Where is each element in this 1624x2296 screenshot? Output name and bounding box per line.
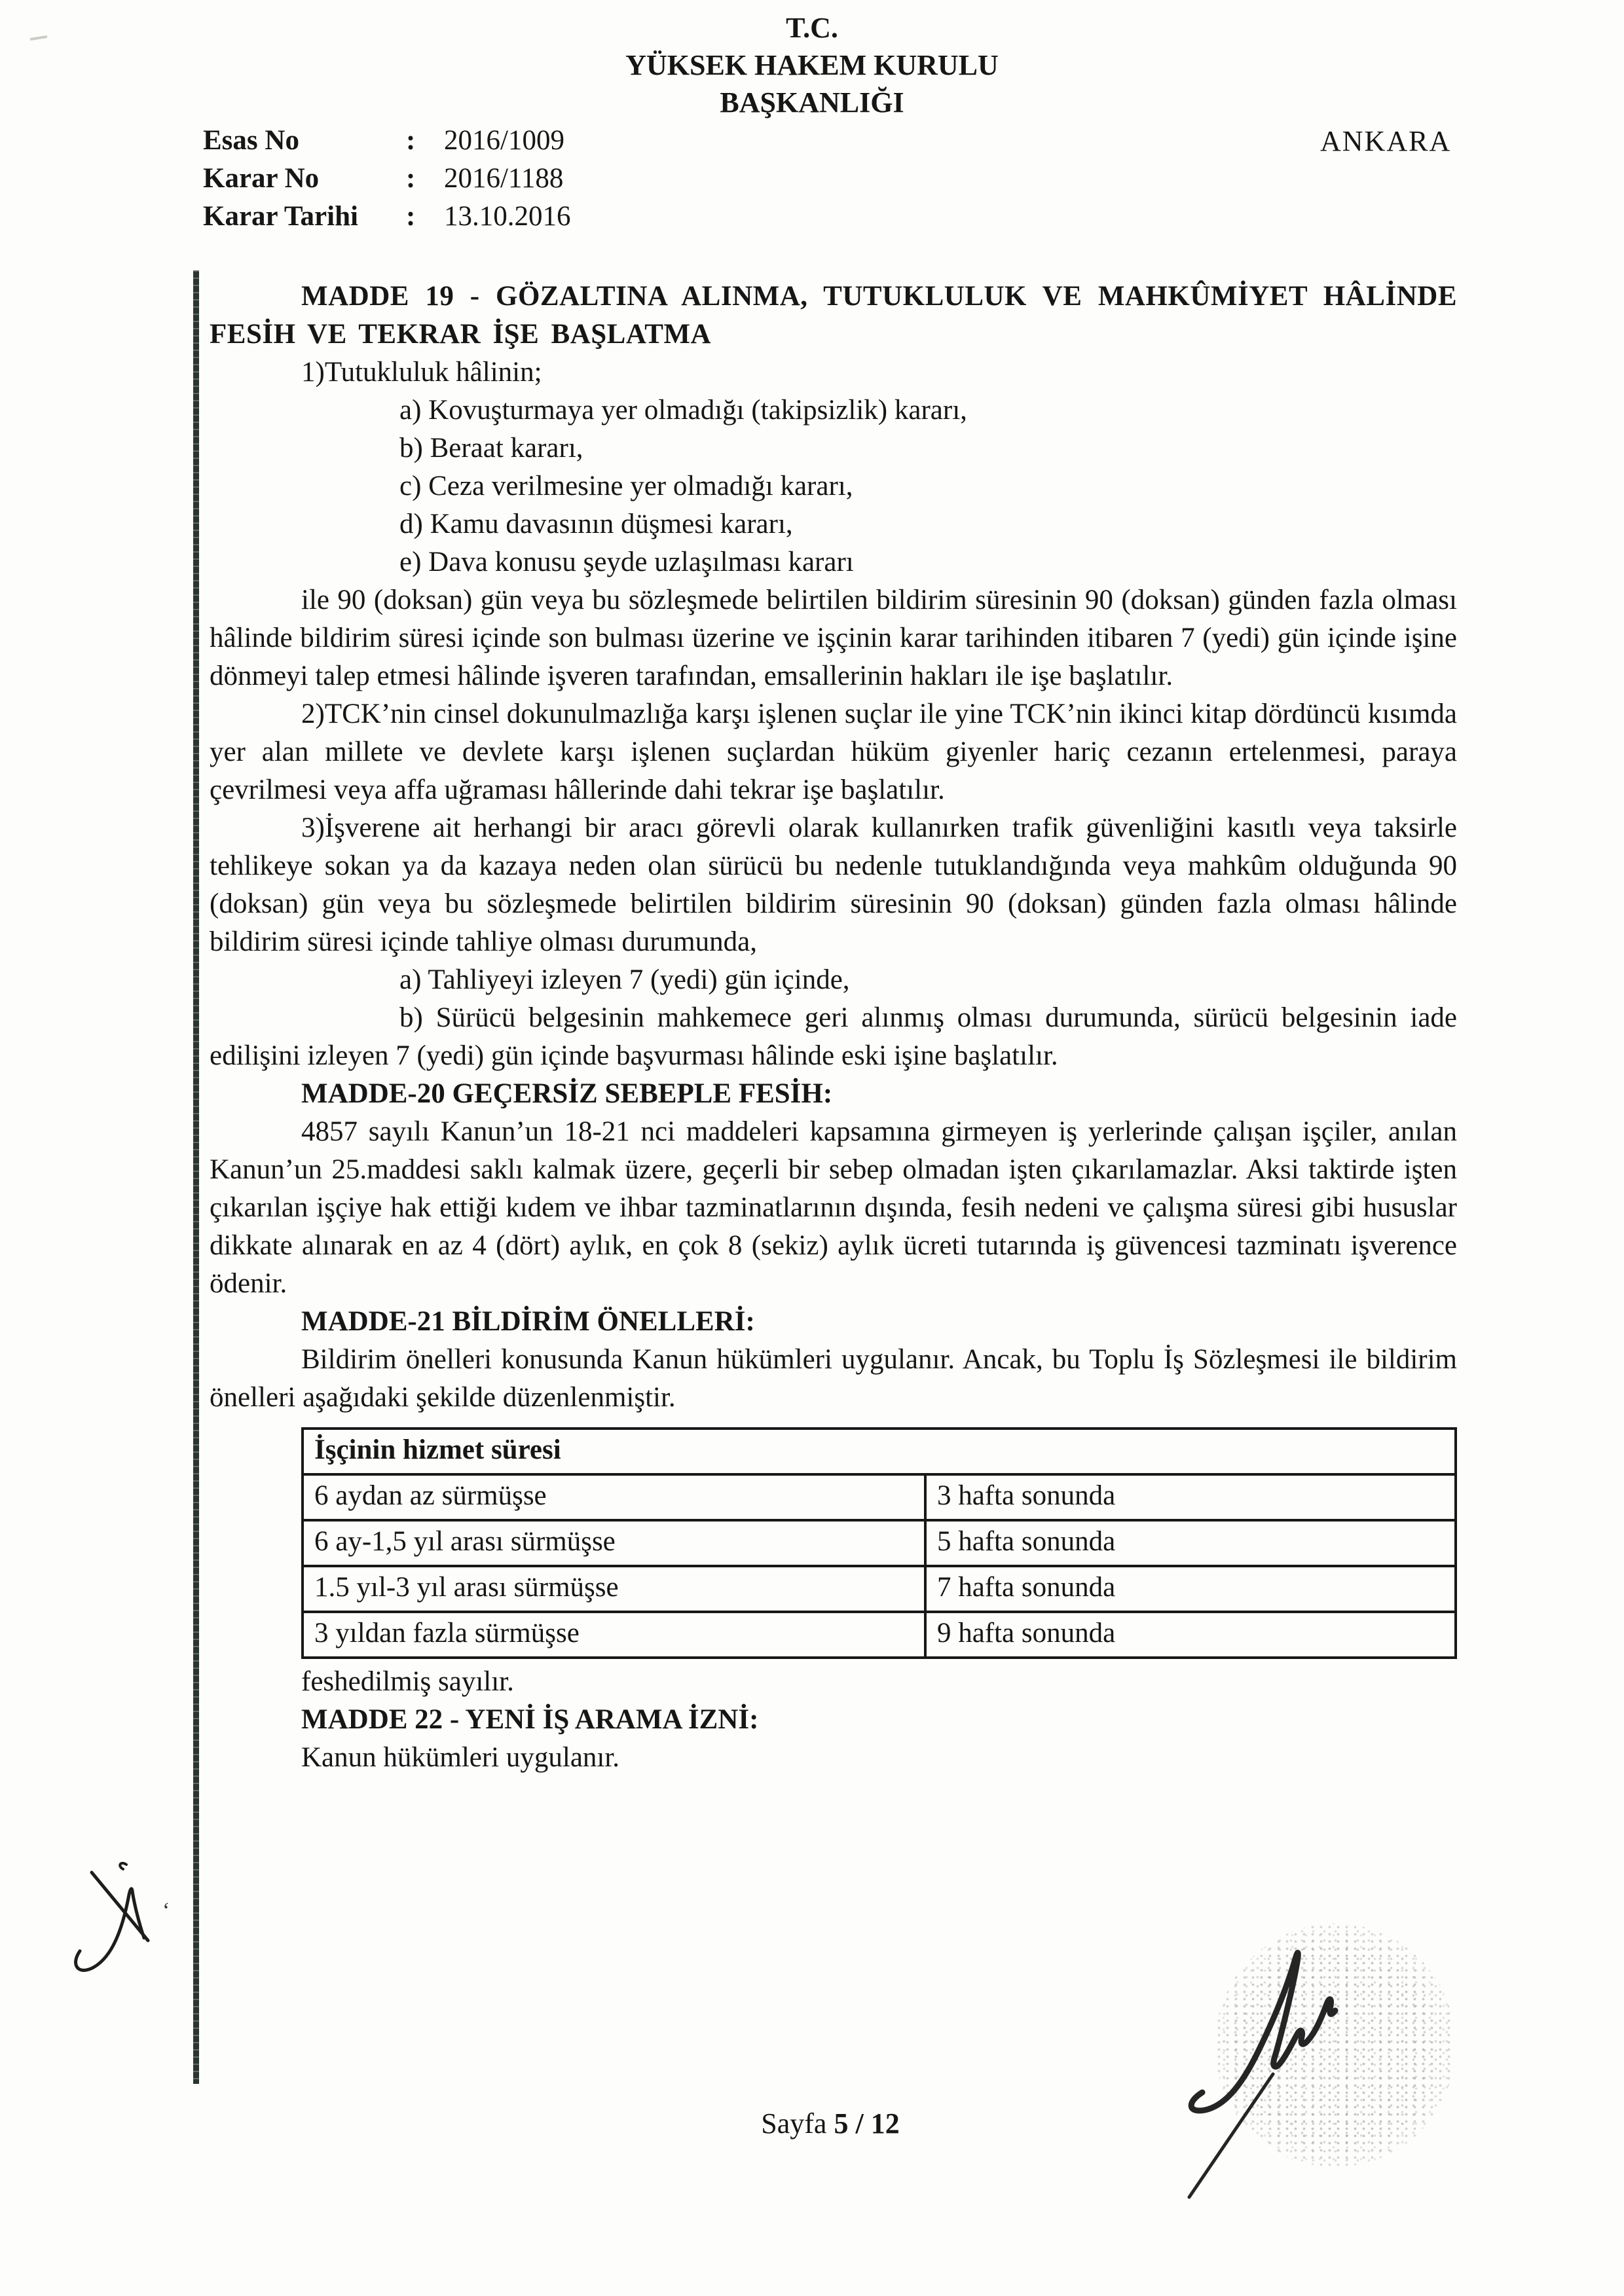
colon: : bbox=[406, 201, 416, 232]
decision-number-row bbox=[203, 160, 571, 198]
letterhead-dept: BAŞKANLIĞI bbox=[720, 86, 904, 118]
notice-period-cell: 7 hafta sonunda bbox=[925, 1566, 1456, 1612]
decision-number-value: 2016/1188 bbox=[444, 163, 564, 194]
letterhead-org: YÜKSEK HAKEM KURULU bbox=[625, 49, 999, 81]
article19-item-b: b) Beraat kararı, bbox=[399, 433, 583, 464]
letterhead-country: T.C. bbox=[786, 12, 838, 44]
article19-sub-item-b: b) Sürücü belgesinin mahkemece geri alınmış olması durumunda, sürücü belgesinin iade edilişini izleyen 7 (yedi) gün içinde başvurması hâlinde eski işine başlatılır. bbox=[210, 1002, 1457, 1071]
service-duration-cell: 6 ay-1,5 yıl arası sürmüşse bbox=[303, 1520, 925, 1566]
article19-paragraph-1: ile 90 (doksan) gün veya bu sözleşmede belirtilen bildirim süresinin 90 (doksan) günden fazla olması hâlinde bildirim süresi içinde son bulması üzerine ve işçinin karar tarihinden itibaren 7 (yedi) gün içinde işine dönmeyi talep etmesi hâlinde işveren tarafından, emsallerinin hakları ile işe başlatılır. bbox=[210, 585, 1457, 691]
page-number: 5 / 12 bbox=[834, 2107, 900, 2140]
article19-item-c: c) Ceza verilmesine yer olmadığı kararı, bbox=[399, 471, 853, 501]
table-header-row bbox=[303, 1429, 1456, 1474]
case-number-value: 2016/1009 bbox=[444, 125, 564, 156]
colon: : bbox=[406, 163, 416, 194]
decision-date-label: Karar Tarihi bbox=[203, 201, 358, 232]
scan-artifact-tick: ‘ bbox=[162, 1899, 170, 1923]
letterhead bbox=[0, 9, 1624, 121]
article19-item-a: a) Kovuşturmaya yer olmadığı (takipsizlik) kararı, bbox=[399, 395, 967, 426]
case-number-row bbox=[203, 122, 571, 160]
notice-period-cell: 9 hafta sonunda bbox=[925, 1612, 1456, 1658]
article19-paragraph-3: 3)İşverene ait herhangi bir aracı görevli olarak kullanırken trafik güvenliğini kasıtlı veya taksirle tehlikeye sokan ya da kazaya neden olan sürücü bu nedenle tutuklandığında veya mahkûm olduğunda 90 (doksan) gün veya bu sözleşmede belirtilen bildirim süresinin 90 (doksan) günden fazla olması hâlinde bildirim süresi içinde tahliye olması durumunda, bbox=[210, 812, 1457, 957]
case-number-label: Esas No bbox=[203, 125, 299, 156]
decision-date-value: 13.10.2016 bbox=[444, 201, 571, 232]
article19-title: MADDE 19 - GÖZALTINA ALINMA, TUTUKLULUK VE MAHKÛMİYET HÂLİNDE FESİH VE TEKRAR İŞE BAŞLATMA bbox=[210, 281, 1457, 350]
service-duration-cell: 3 yıldan fazla sürmüşse bbox=[303, 1612, 925, 1658]
service-duration-cell: 1.5 yıl-3 yıl arası sürmüşse bbox=[303, 1566, 925, 1612]
article21-after-table: feshedilmiş sayılır. bbox=[301, 1666, 514, 1697]
article19-intro: 1)Tutukluluk hâlinin; bbox=[301, 357, 542, 388]
notice-period-cell: 3 hafta sonunda bbox=[925, 1474, 1456, 1520]
page-label: Sayfa bbox=[761, 2107, 827, 2140]
article21-body: Bildirim önelleri konusunda Kanun hükümleri uygulanır. Ancak, bu Toplu İş Sözleşmesi ile bildirim önelleri aşağıdaki şekilde düzenlenmiştir. bbox=[210, 1344, 1457, 1413]
table-row bbox=[303, 1520, 1456, 1566]
article22-body: Kanun hükümleri uygulanır. bbox=[301, 1742, 620, 1773]
document-body bbox=[210, 278, 1457, 1777]
service-duration-cell: 6 aydan az sürmüşse bbox=[303, 1474, 925, 1520]
table-row bbox=[303, 1474, 1456, 1520]
article22-title: MADDE 22 - YENİ İŞ ARAMA İZNİ: bbox=[301, 1704, 759, 1735]
article19-sub-item-a: a) Tahliyeyi izleyen 7 (yedi) gün içinde, bbox=[399, 964, 850, 995]
article21-title: MADDE-21 BİLDİRİM ÖNELLERİ: bbox=[301, 1306, 755, 1337]
notice-period-table bbox=[301, 1427, 1457, 1659]
table-header-cell: İşçinin hizmet süresi bbox=[303, 1429, 1456, 1474]
case-meta-block bbox=[203, 122, 571, 236]
signature bbox=[1173, 1917, 1462, 2218]
article19-item-d: d) Kamu davasının düşmesi kararı, bbox=[399, 509, 793, 539]
article20-body: 4857 sayılı Kanun’un 18-21 nci maddeleri kapsamına girmeyen iş yerlerinde çalışan işçiler, anılan Kanun’un 25.maddesi saklı kalmak üzere, geçerli bir sebep olmadan işten çıkarılamazlar. Aksi taktirde işten çıkarılan işçiye hak ettiği kıdem ve ihbar tazminatlarının dışında, fesih nedeni ve çalışma süresi gibi hususlar dikkate alınarak en az 4 (dört) aylık, en çok 8 (sekiz) aylık ücreti tutarında iş güvencesi tazminatı işverence ödenir. bbox=[210, 1116, 1457, 1299]
decision-number-label: Karar No bbox=[203, 163, 320, 194]
article20-title: MADDE-20 GEÇERSİZ SEBEPLE FESİH: bbox=[301, 1078, 833, 1109]
table-row bbox=[303, 1566, 1456, 1612]
city-label: ANKARA bbox=[1320, 125, 1452, 157]
notice-period-cell: 5 hafta sonunda bbox=[925, 1520, 1456, 1566]
decision-date-row bbox=[203, 198, 571, 236]
colon: : bbox=[406, 125, 416, 156]
article19-item-e: e) Dava konusu şeyde uzlaşılması kararı bbox=[399, 547, 854, 577]
article19-paragraph-2: 2)TCK’nin cinsel dokunulmazlığa karşı işlenen suçlar ile yine TCK’nin ikinci kitap dördüncü kısımda yer alan millete ve devlete karşı işlenen suçlardan hüküm giyenler hariç cezanın ertelenmesi, paraya çevrilmesi veya affa uğraması hâllerinde dahi tekrar işe başlatılır. bbox=[210, 699, 1457, 805]
table-row bbox=[303, 1612, 1456, 1658]
left-margin-line bbox=[193, 270, 199, 2084]
